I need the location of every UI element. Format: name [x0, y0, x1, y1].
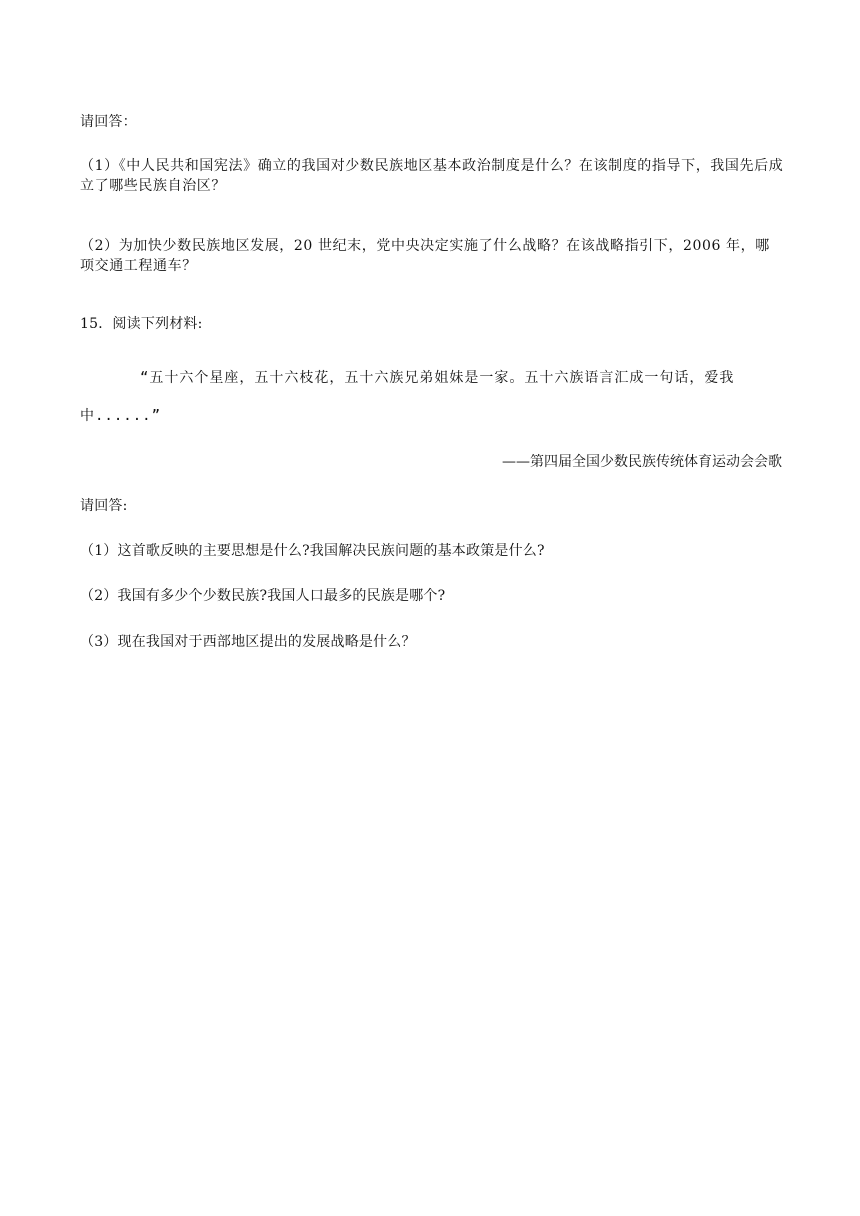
question-1-2: （2）为加快少数民族地区发展，20 世纪末，党中央决定实施了什么战略？在该战略指引下，2006 年，哪项交通工程通车？ — [80, 238, 770, 274]
question-15-1: （1）这首歌反映的主要思想是什么?我国解决民族问题的基本政策是什么? — [80, 543, 545, 559]
quote-line-2: 中......” — [80, 408, 162, 424]
question-1-1: （1）《中人民共和国宪法》确立的我国对少数民族地区基本政治制度是什么？在该制度的指导下，我国先后成立了哪些民族自治区？ — [80, 158, 784, 194]
question-15-heading: 15．阅读下列材料: — [80, 316, 203, 332]
quote-source: ——第四届全国少数民族传统体育运动会会歌 — [502, 454, 782, 470]
question-15-2: （2）我国有多少个少数民族?我国人口最多的民族是哪个? — [80, 588, 446, 604]
answer-prompt-2: 请回答: — [80, 498, 128, 514]
question-15-3: （3）现在我国对于西部地区提出的发展战略是什么？ — [80, 634, 416, 650]
answer-prompt-1: 请回答： — [80, 114, 137, 130]
quote-line-1: “五十六个星座，五十六枝花，五十六族兄弟姐妹是一家。五十六族语言汇成一句话，爱我 — [140, 370, 735, 386]
